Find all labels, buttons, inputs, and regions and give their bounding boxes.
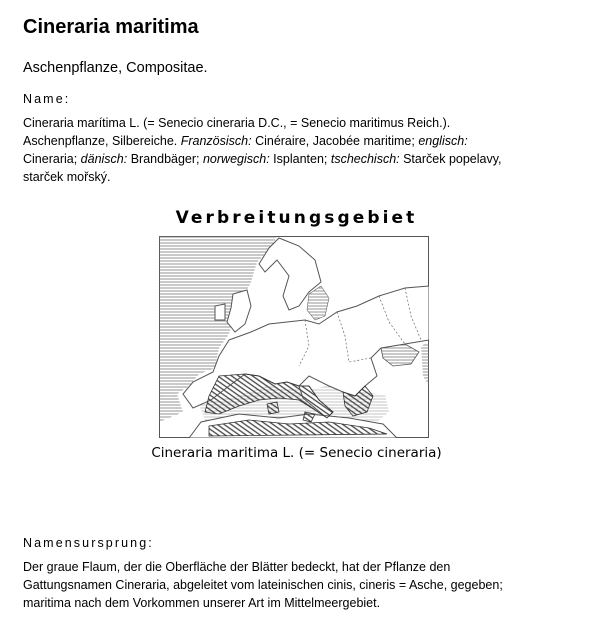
origin-section-heading: Namensursprung: [23, 536, 154, 550]
origin-section-text [23, 558, 583, 612]
common-names-german: Aschenpflanze, Silbereiche. [23, 134, 181, 148]
name-line-1: Cineraria marítima L. (= Senecio cineraria D.C., = Senecio maritimus Reich.). [23, 116, 451, 130]
danish-names: Brandbäger; [127, 152, 203, 166]
name-section-heading: Name: [23, 92, 71, 106]
map-caption: Cineraria maritima L. (= Senecio cineraria) [151, 445, 442, 461]
name-section-text [23, 114, 583, 186]
name-line-4: starček mořský. [23, 170, 111, 184]
english-label: englisch: [418, 134, 468, 148]
english-names: Cineraria; [23, 152, 81, 166]
czech-label: tschechisch: [330, 152, 400, 166]
czech-names: Starček popelavy, [399, 152, 502, 166]
french-names: Cinéraire, Jacobée maritime; [251, 134, 419, 148]
norwegian-label: norwegisch: [202, 152, 270, 166]
french-label: Französisch: [180, 134, 252, 148]
name-line-2 [23, 132, 583, 150]
europe-distribution-map [159, 236, 429, 438]
page-subtitle: Aschenpflanze, Compositae. [23, 60, 208, 76]
origin-line-3: maritima nach dem Vorkommen unserer Art im Mittelmeergebiet. [23, 596, 381, 610]
name-line-3 [23, 150, 583, 168]
page-title: Cineraria maritima [23, 16, 199, 38]
origin-line-2: Gattungsnamen Cineraria, abgeleitet vom lateinischen cinis, cineris = Asche, gegeben; [23, 578, 503, 592]
danish-label: dänisch: [80, 152, 128, 166]
norwegian-names: Isplanten; [269, 152, 331, 166]
origin-line-1: Der graue Flaum, der die Oberfläche der Blätter bedeckt, hat der Pflanze den [23, 560, 451, 574]
distribution-heading: Verbreitungsgebiet [175, 208, 418, 228]
